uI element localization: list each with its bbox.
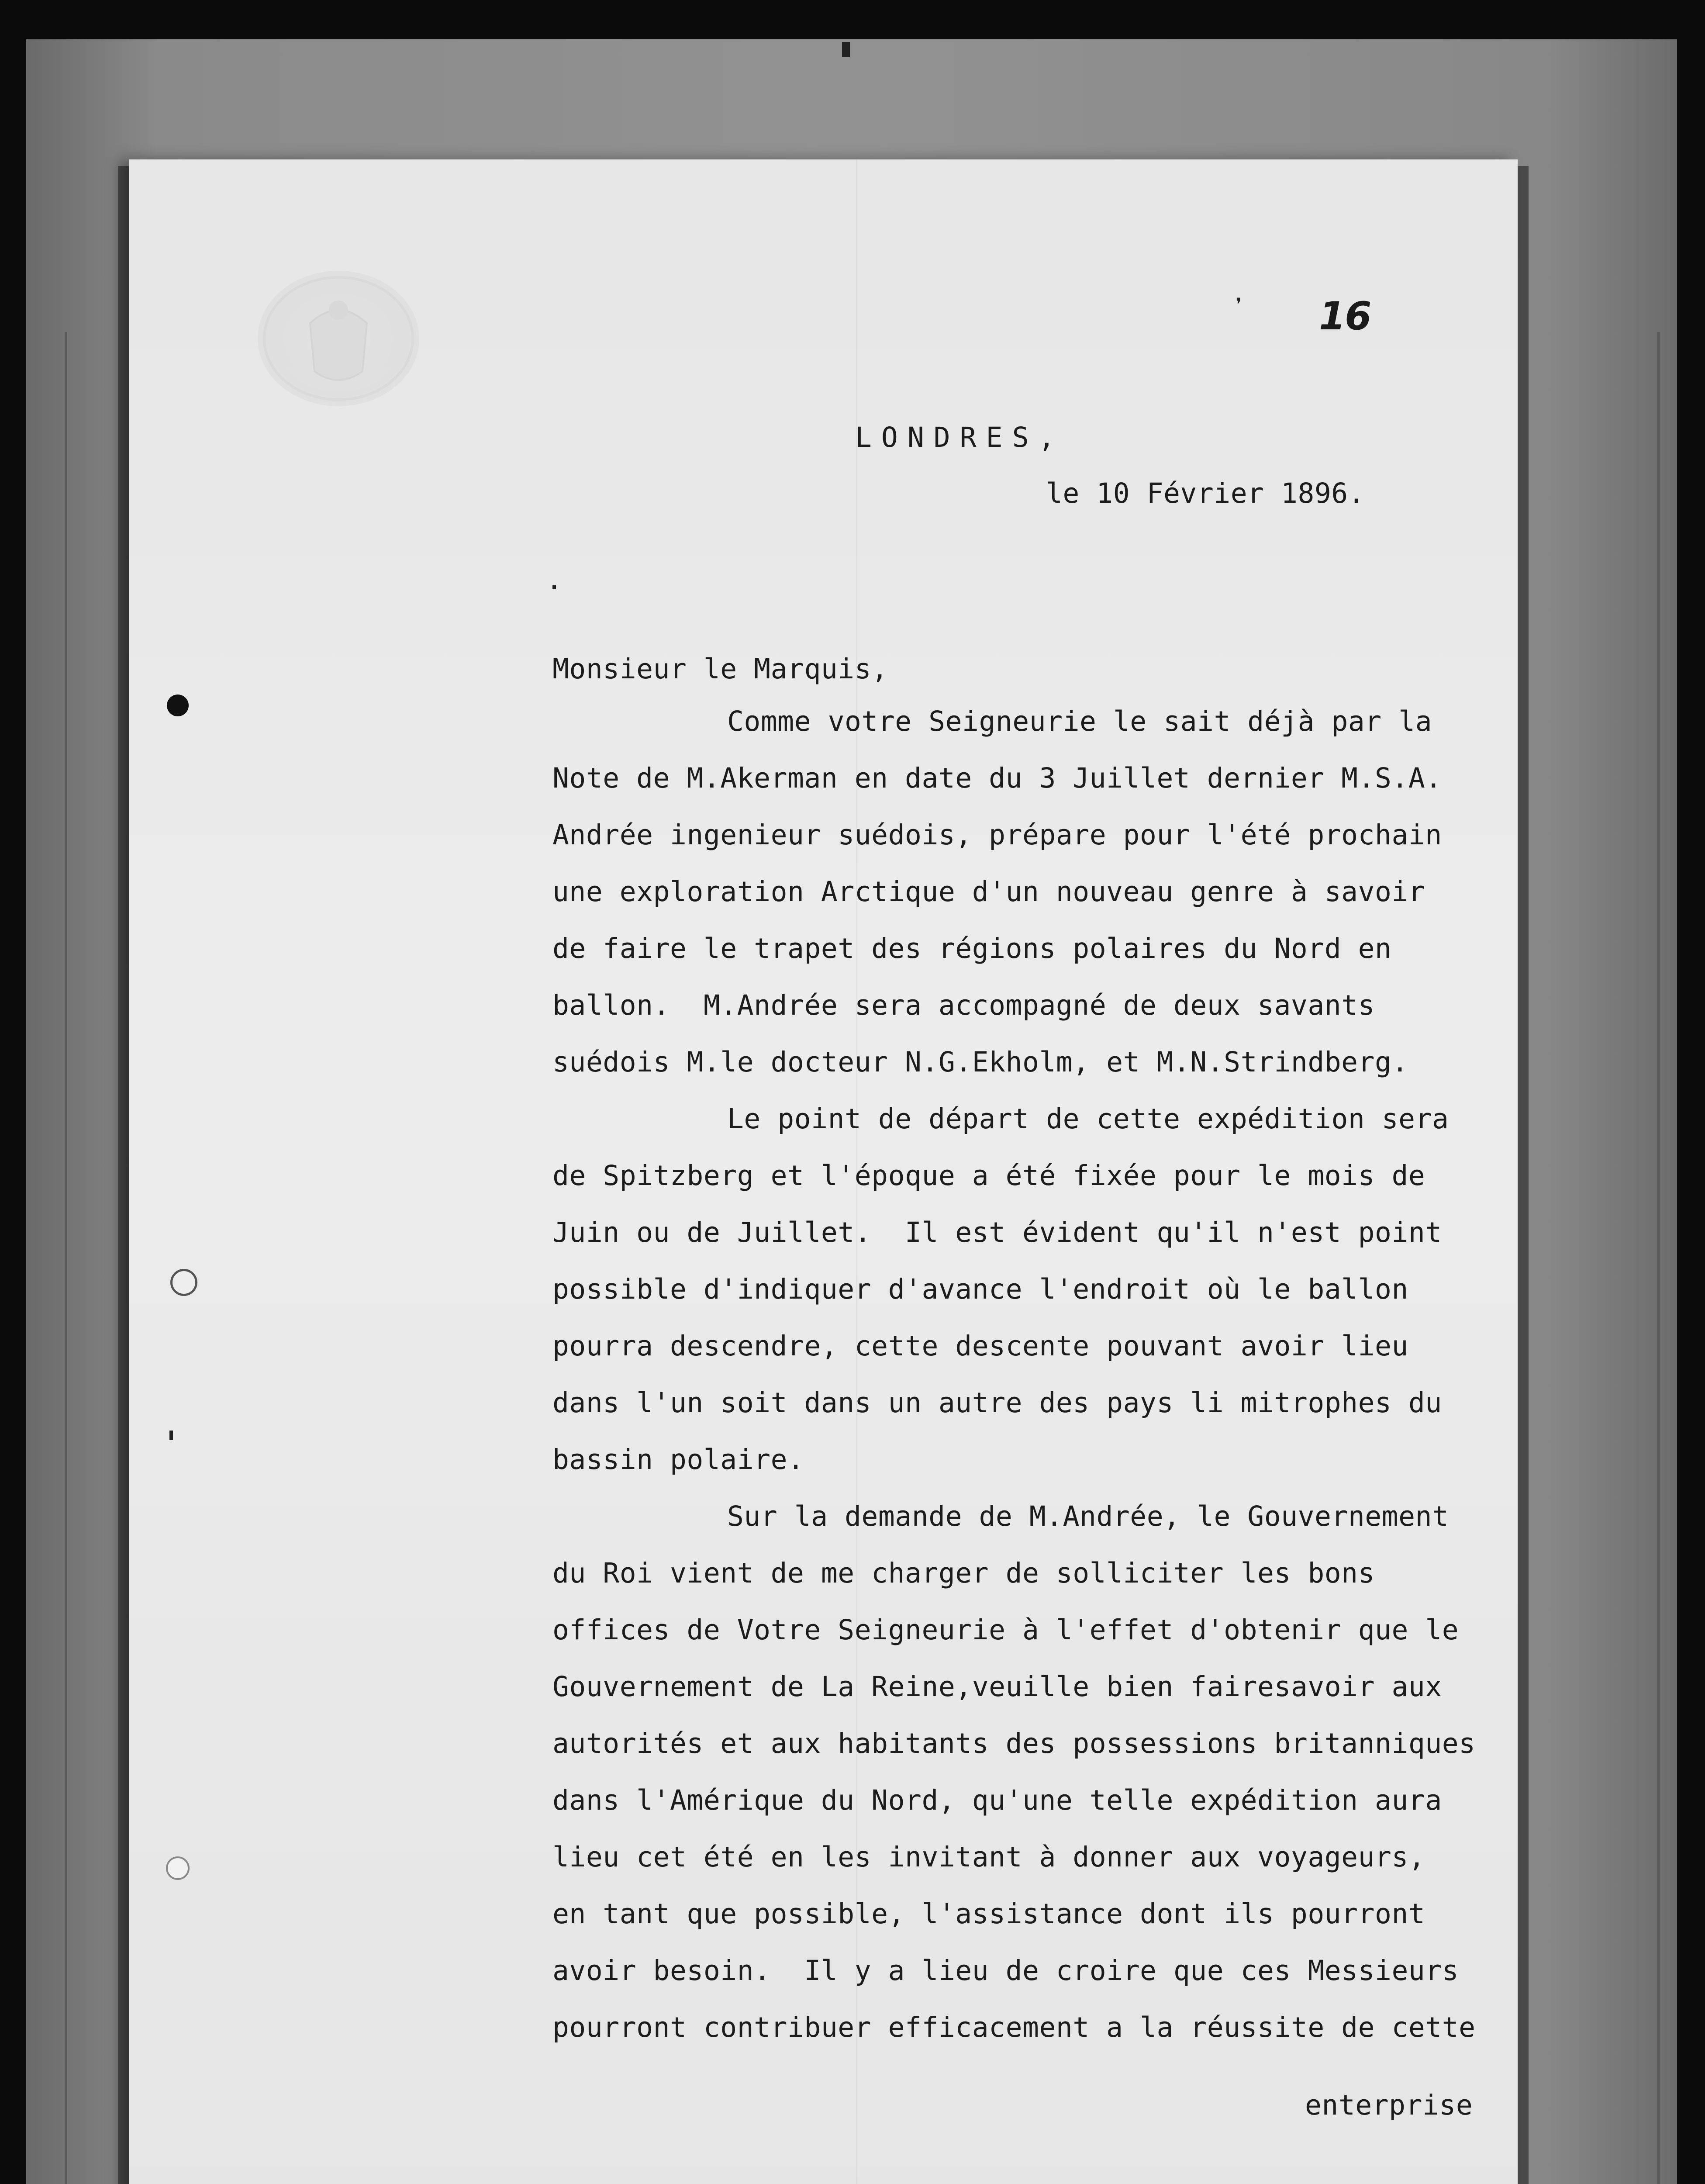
body-line: autorités et aux habitants des possessions britanniques <box>552 1728 1476 1759</box>
punch-hole <box>170 1269 197 1296</box>
body-line: Note de M.Akerman en date du 3 Juillet dernier M.S.A. <box>552 762 1442 794</box>
body-line: pourra descendre, cette descente pouvant avoir lieu <box>552 1330 1408 1362</box>
body-line: dans l'un soit dans un autre des pays li mitrophes du <box>552 1387 1442 1419</box>
body-line: Gouvernement de La Reine,veuille bien fairesavoir aux <box>552 1671 1442 1703</box>
catchword: enterprise <box>1305 2089 1473 2121</box>
film-registration-mark <box>842 42 850 57</box>
punch-hole <box>166 1856 190 1880</box>
page-number: 16 <box>1319 294 1371 339</box>
body-line: Comme votre Seigneurie le sait déjà par la <box>727 705 1432 737</box>
body-line: du Roi vient de me charger de solliciter les bons <box>552 1557 1375 1589</box>
body-line: Sur la demande de M.Andrée, le Gouvernement <box>727 1500 1449 1532</box>
body-line: dans l'Amérique du Nord, qu'une telle expédition aura <box>552 1784 1442 1816</box>
body-line: Juin ou de Juillet. Il est évident qu'il n'est point <box>552 1216 1442 1248</box>
body-line: de faire le trapet des régions polaires du Nord en <box>552 933 1392 964</box>
letter-body <box>552 705 1513 2070</box>
film-edge-left <box>65 332 67 2184</box>
body-line: Andrée ingenieur suédois, prépare pour l'été prochain <box>552 819 1442 851</box>
body-line: possible d'indiquer d'avance l'endroit où le ballon <box>552 1273 1408 1305</box>
pencil-tick: ❜ <box>1232 294 1246 320</box>
punch-hole <box>167 695 189 716</box>
body-line: offices de Votre Seigneurie à l'effet d'obtenir que le <box>552 1614 1459 1646</box>
body-line: ballon. M.Andrée sera accompagné de deux savants <box>552 989 1375 1021</box>
film-edge-right <box>1657 332 1660 2184</box>
body-line: avoir besoin. Il y a lieu de croire que ces Messieurs <box>552 1955 1459 1987</box>
body-line: Le point de départ de cette expédition sera <box>727 1103 1449 1135</box>
letter-place: LONDRES, <box>855 422 1065 453</box>
body-line: en tant que possible, l'assistance dont ils pourront <box>552 1898 1425 1930</box>
letter-date: le 10 Février 1896. <box>1046 477 1365 509</box>
body-line: suédois M.le docteur N.G.Ekholm, et M.N.Strindberg. <box>552 1046 1408 1078</box>
letter-salutation: Monsieur le Marquis, <box>552 653 888 685</box>
body-line: pourront contribuer efficacement a la réussite de cette <box>552 2011 1476 2043</box>
body-line: lieu cet été en les invitant à donner aux voyageurs, <box>552 1841 1425 1873</box>
body-line: de Spitzberg et l'époque a été fixée pour le mois de <box>552 1160 1425 1192</box>
embossed-seal-icon <box>258 271 419 406</box>
ink-mark <box>552 585 556 589</box>
body-line: une exploration Arctique d'un nouveau genre à savoir <box>552 876 1425 908</box>
body-line: bassin polaire. <box>552 1444 804 1476</box>
ink-mark <box>169 1431 173 1440</box>
